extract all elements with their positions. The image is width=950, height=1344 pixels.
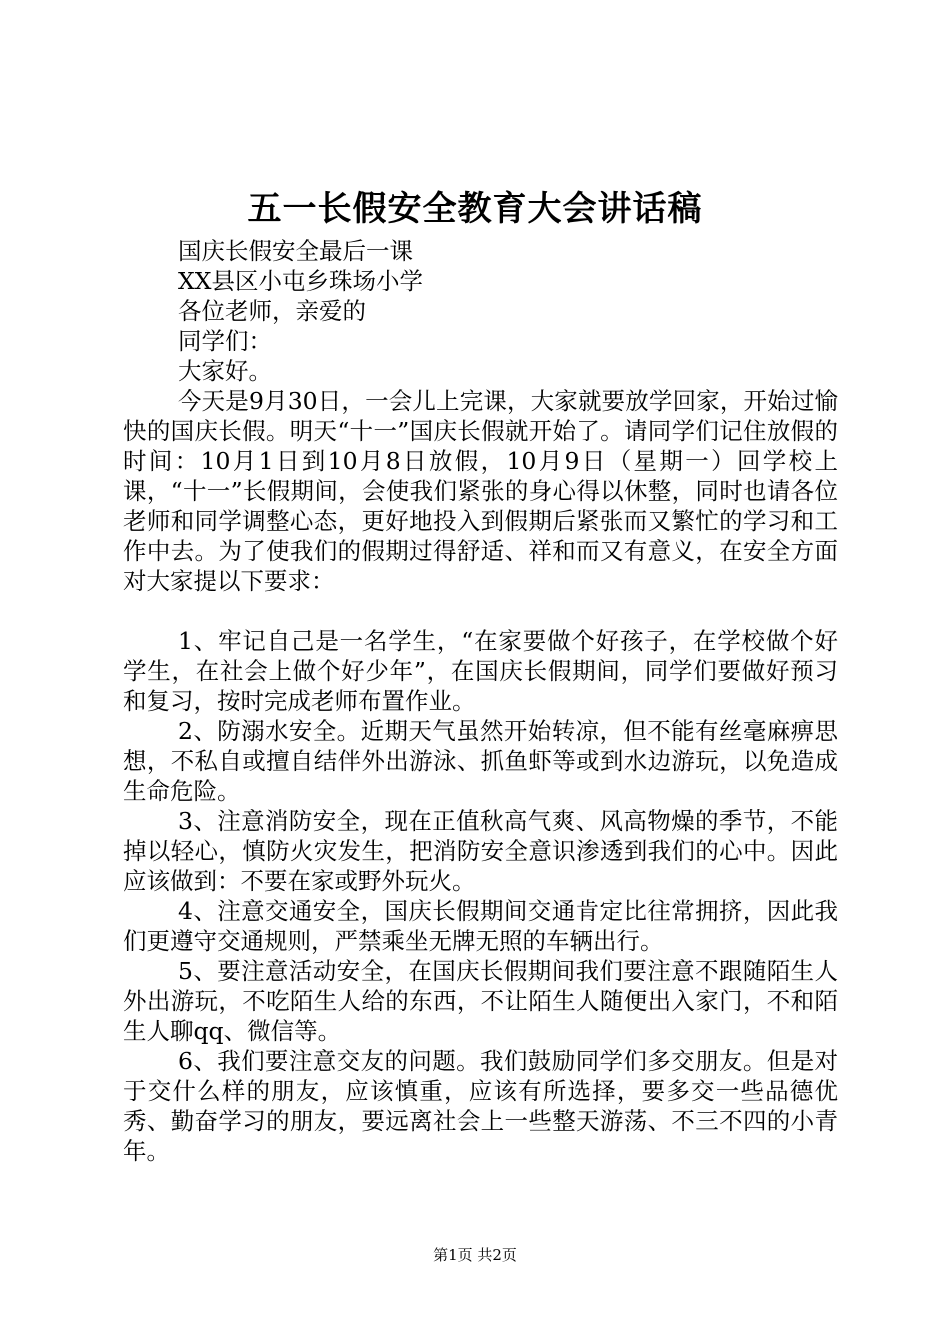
paragraph-spacer	[123, 596, 838, 626]
requirement-item: 1、牢记自己是一名学生，“在家要做个好孩子，在学校做个好学生，在社会上做个好少年”，在国庆长假期间，同学们要做好预习和复习，按时完成老师布置作业。	[123, 627, 838, 715]
document-title: 五一长假安全教育大会讲话稿	[247, 189, 703, 229]
document-body	[123, 236, 838, 1166]
salutation-line: 同学们：	[178, 327, 272, 355]
page-footer: 第1页 共2页	[433, 1246, 517, 1264]
intro-paragraph: 今天是9月30日，一会儿上完课，大家就要放学回家，开始过愉快的国庆长假。明天“十一”国庆长假就开始了。请同学们记住放假的时间：10月1日到10月8日放假，10月9日（星期一）回学校上课，“十一”长假期间，会使我们紧张的身心得以休整，同时也请各位老师和同学调整心态，更好地投入到假期后紧张而又繁忙的学习和工作中去。为了使我们的假期过得舒适、祥和而又有意义，在安全方面对大家提以下要求：	[123, 387, 838, 595]
requirement-item: 4、注意交通安全，国庆长假期间交通肯定比往常拥挤，因此我们更遵守交通规则，严禁乘坐无牌无照的车辆出行。	[123, 897, 838, 955]
requirement-item: 3、注意消防安全，现在正值秋高气爽、风高物燥的季节，不能掉以轻心，慎防火灾发生，把消防安全意识渗透到我们的心中。因此应该做到：不要在家或野外玩火。	[123, 807, 838, 895]
requirement-item: 6、我们要注意交友的问题。我们鼓励同学们多交朋友。但是对于交什么样的朋友，应该慎重，应该有所选择，要多交一些品德优秀、勤奋学习的朋友，要远离社会上一些整天游荡、不三不四的小青年。	[123, 1047, 838, 1165]
salutation-line: 各位老师，亲爱的	[178, 297, 366, 325]
greeting-line: 大家好。	[178, 357, 272, 385]
subtitle-line: 国庆长假安全最后一课	[178, 237, 413, 265]
requirement-item: 5、要注意活动安全，在国庆长假期间我们要注意不跟随陌生人外出游玩，不吃陌生人给的东西，不让陌生人随便出入家门，不和陌生人聊qq、微信等。	[123, 957, 838, 1045]
requirement-item: 2、防溺水安全。近期天气虽然开始转凉，但不能有丝毫麻痹思想，不私自或擅自结伴外出游泳、抓鱼虾等或到水边游玩，以免造成生命危险。	[123, 717, 838, 805]
school-name-line: XX县区小屯乡珠场小学	[178, 267, 423, 295]
